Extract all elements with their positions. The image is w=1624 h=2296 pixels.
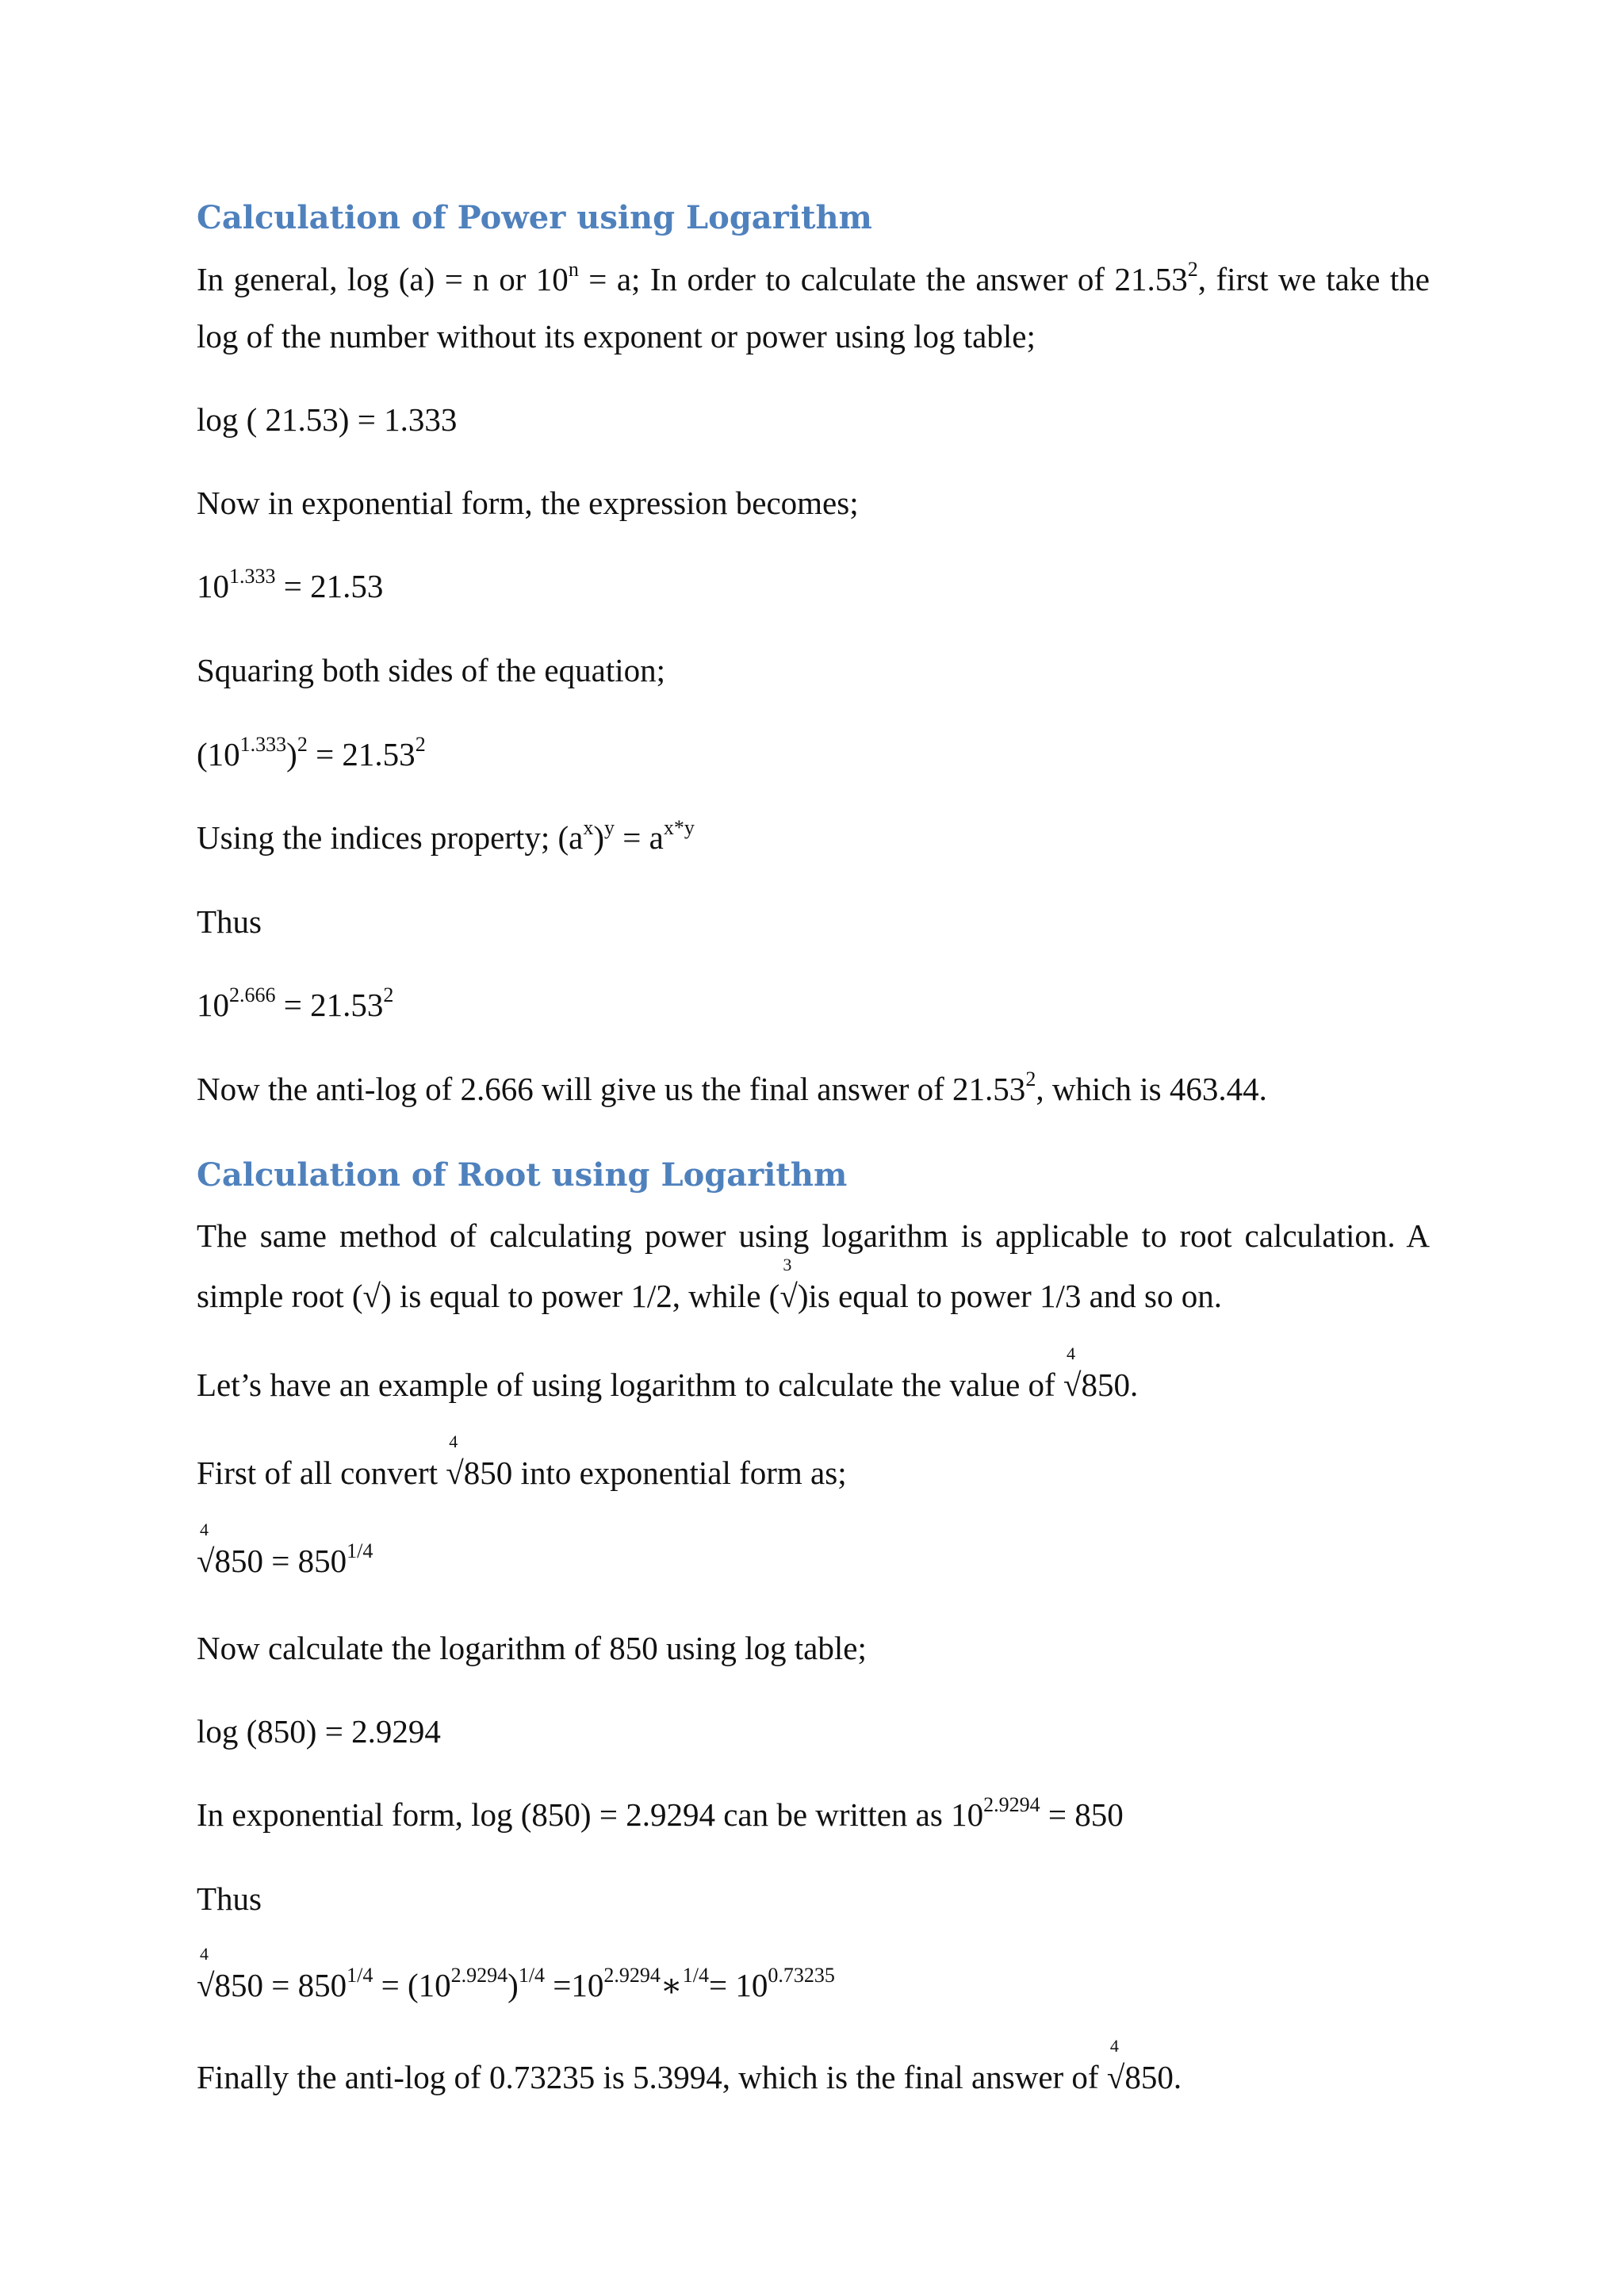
text: Using the indices property; (a [197, 819, 584, 856]
text: = 850 [1040, 1796, 1124, 1833]
text: 10 [197, 568, 229, 604]
superscript: 2 [383, 983, 394, 1006]
cube-root-symbol [779, 1255, 798, 1324]
superscript: 1.333 [229, 565, 276, 588]
superscript: 1/4 [518, 1964, 546, 1987]
text: 850 = 850 [214, 1967, 347, 2003]
text: Let’s have an example of using logarithm to calculate the value of [197, 1366, 1063, 1403]
equation-result-power [197, 976, 1430, 1033]
superscript: y [603, 816, 615, 839]
superscript: n [568, 258, 579, 281]
text-exponential-form: Now in exponential form, the expression becomes; [197, 485, 859, 521]
equation-root-chain [197, 1944, 1430, 2014]
superscript: 2 [1025, 1068, 1036, 1091]
superscript: 2 [415, 733, 426, 756]
equation-squared [197, 726, 1430, 783]
fourth-root-symbol [197, 1520, 215, 1589]
root-sign: √ [1106, 2059, 1125, 2095]
paragraph-power-intro-line1 [197, 251, 1430, 308]
text: = a; In order to calculate the answer of 21.53 [578, 261, 1188, 297]
text: 850 = 850 [214, 1543, 347, 1579]
root-sign: √ [446, 1455, 464, 1491]
text-exponential-850 [197, 1786, 1430, 1843]
text: In general, log (a) = n or 10 [197, 261, 569, 297]
fourth-root-symbol [197, 1944, 215, 2014]
equation-log-21-53: log ( 21.53) = 1.333 [197, 401, 458, 438]
equation-log-850: log (850) = 2.9294 [197, 1713, 441, 1750]
section-heading-power: Calculation of Power using Logarithm [197, 199, 872, 236]
root-sign: √ [779, 1278, 798, 1314]
text: = 10 [709, 1967, 768, 2003]
text-antilog-power [197, 1060, 1430, 1117]
superscript: 2 [297, 733, 308, 756]
text: 850 into exponential form as; [463, 1455, 847, 1491]
equation-root-exponential [197, 1520, 1430, 1589]
text: ) [286, 736, 297, 772]
text: =10 [545, 1967, 604, 2003]
text: First of all convert [197, 1455, 446, 1491]
superscript: 1/4 [347, 1964, 373, 1987]
root-index: 4 [1066, 1343, 1075, 1363]
superscript: x*y [663, 816, 695, 839]
text: ∗ [660, 1967, 683, 2003]
text-indices-property [197, 809, 1430, 866]
text: simple root (√) is equal to power 1/2, while ( [197, 1278, 780, 1314]
text: 10 [197, 987, 229, 1023]
text: Now the anti-log of 2.666 will give us the final answer of 21.53 [197, 1071, 1026, 1107]
text-thus-root: Thus [197, 1880, 262, 1917]
text: = a [614, 819, 664, 856]
root-index: 4 [200, 1520, 209, 1539]
text-final-answer-root [197, 2036, 1430, 2106]
superscript: 2.9294 [450, 1964, 508, 1987]
superscript: 0.73235 [768, 1964, 835, 1987]
text: , first we take the [1197, 261, 1431, 297]
equation-exponential [197, 558, 1430, 615]
superscript: 2 [1187, 258, 1198, 281]
text-calc-log-850: Now calculate the logarithm of 850 using log table; [197, 1630, 867, 1666]
root-index: 3 [783, 1255, 792, 1274]
superscript: x [583, 816, 594, 839]
section-heading-root: Calculation of Root using Logarithm [197, 1156, 848, 1194]
root-sign: √ [197, 1967, 215, 2003]
root-sign: √ [197, 1543, 215, 1579]
text: (10 [197, 736, 240, 772]
superscript: 2.9294 [603, 1964, 661, 1987]
text: )is equal to power 1/3 and so on. [797, 1278, 1223, 1314]
superscript: 2.9294 [983, 1793, 1040, 1816]
text-squaring: Squaring both sides of the equation; [197, 652, 665, 688]
text: Finally the anti-log of 0.73235 is 5.3994, which is the final answer of [197, 2059, 1107, 2095]
text: = (10 [373, 1967, 451, 2003]
paragraph-power-intro-line2: log of the number without its exponent or power using log table; [197, 318, 1036, 355]
root-index: 4 [1109, 2036, 1119, 2056]
text: 850. [1124, 2059, 1182, 2095]
text: = 21.53 [307, 736, 416, 772]
superscript: 2.666 [229, 983, 276, 1006]
text: , which is 463.44. [1036, 1071, 1267, 1107]
text: = 21.53 [275, 568, 384, 604]
paragraph-root-intro-line2 [197, 1255, 1430, 1324]
text: In exponential form, log (850) = 2.9294 can be written as 10 [197, 1796, 984, 1833]
fourth-root-symbol [446, 1432, 464, 1501]
root-index: 4 [200, 1944, 209, 1964]
text: = 21.53 [275, 987, 384, 1023]
text: 850. [1081, 1366, 1139, 1403]
fourth-root-symbol [1063, 1343, 1082, 1413]
text: ) [593, 819, 604, 856]
text-thus: Thus [197, 903, 262, 940]
superscript: 1/4 [682, 1964, 710, 1987]
paragraph-root-intro-line1: The same method of calculating power using logarithm is applicable to root calculation. A [197, 1217, 1430, 1254]
text: ) [508, 1967, 519, 2003]
text-root-example [197, 1343, 1430, 1413]
fourth-root-symbol [1106, 2036, 1125, 2106]
text-convert-exponential [197, 1432, 1430, 1501]
superscript: 1.333 [239, 733, 287, 756]
superscript: 1/4 [347, 1539, 373, 1562]
root-index: 4 [449, 1432, 458, 1451]
root-sign: √ [1063, 1366, 1082, 1403]
